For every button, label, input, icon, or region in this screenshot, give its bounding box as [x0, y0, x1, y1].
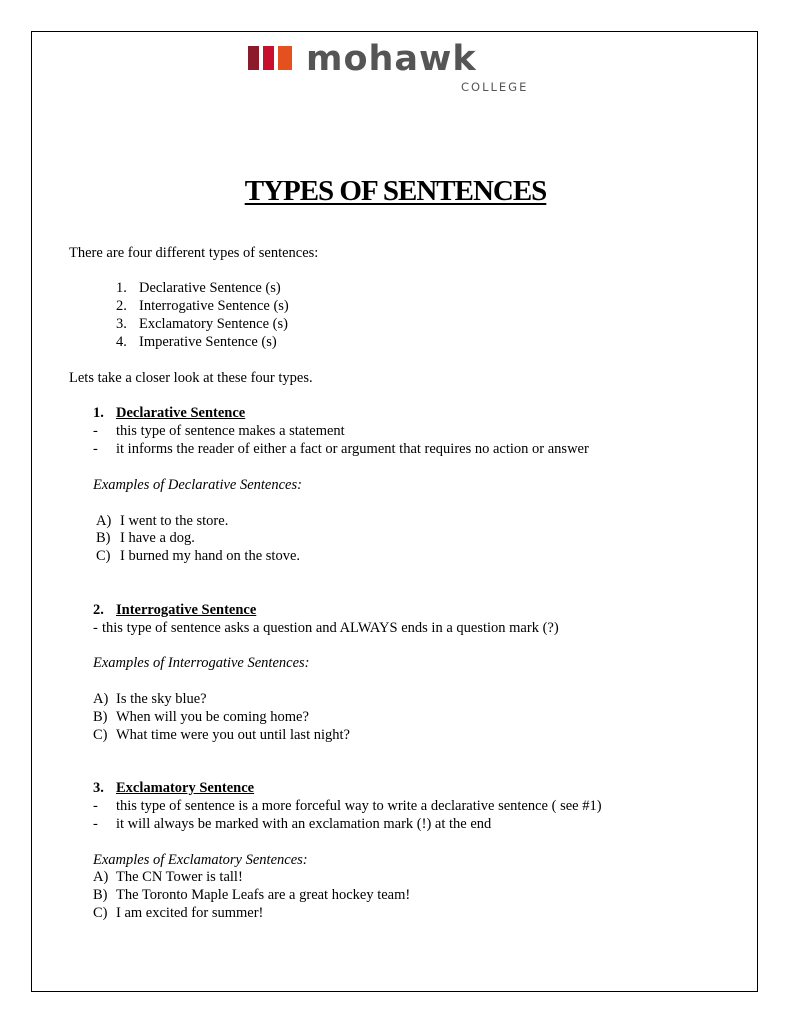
logo-subtitle: COLLEGE	[461, 80, 529, 94]
section-number: 1.	[93, 405, 104, 421]
list-item-number: 4.	[116, 334, 127, 350]
examples-label: Examples of Interrogative Sentences:	[93, 655, 310, 671]
logo-bar-2	[263, 46, 274, 70]
section-number: 3.	[93, 780, 104, 796]
bullet-text: this type of sentence asks a question and ALWAYS ends in a question mark (?)	[102, 620, 559, 636]
example-marker: C)	[96, 548, 111, 564]
list-item-number: 2.	[116, 298, 127, 314]
bullet-marker: -	[93, 620, 98, 636]
bullet-text: it will always be marked with an exclamation mark (!) at the end	[116, 816, 492, 832]
example-marker: B)	[93, 709, 108, 725]
logo-bar-3	[278, 46, 292, 70]
example-text: I am excited for summer!	[116, 905, 264, 921]
example-text: I went to the store.	[120, 513, 229, 529]
list-item: Interrogative Sentence (s)	[139, 298, 289, 314]
logo-wordmark: mohawk	[306, 39, 477, 79]
example-text: The CN Tower is tall!	[116, 869, 243, 885]
example-marker: A)	[93, 691, 109, 707]
list-item: Declarative Sentence (s)	[139, 280, 281, 296]
section-heading: Interrogative Sentence	[116, 602, 257, 618]
bullet-text: this type of sentence makes a statement	[116, 423, 345, 439]
example-text: Is the sky blue?	[116, 691, 207, 707]
example-text: I have a dog.	[120, 530, 195, 546]
intro-text: There are four different types of sentences:	[69, 245, 319, 261]
bullet-marker: -	[93, 798, 98, 814]
example-text: I burned my hand on the stove.	[120, 548, 301, 564]
bullet-marker: -	[93, 441, 98, 457]
example-marker: A)	[93, 869, 109, 885]
bullet-marker: -	[93, 816, 98, 832]
list-item: Exclamatory Sentence (s)	[139, 316, 288, 332]
example-marker: C)	[93, 905, 108, 921]
section-number: 2.	[93, 602, 104, 618]
list-item-number: 1.	[116, 280, 127, 296]
list-item-number: 3.	[116, 316, 127, 332]
section-heading: Declarative Sentence	[116, 405, 246, 421]
example-text: When will you be coming home?	[116, 709, 309, 725]
example-marker: B)	[96, 530, 111, 546]
example-marker: A)	[96, 513, 112, 529]
closer-look-text: Lets take a closer look at these four types.	[69, 370, 313, 386]
list-item: Imperative Sentence (s)	[139, 334, 277, 350]
examples-label: Examples of Declarative Sentences:	[93, 477, 302, 493]
bullet-marker: -	[93, 423, 98, 439]
example-text: What time were you out until last night?	[116, 727, 350, 743]
logo-bar-1	[248, 46, 259, 70]
bullet-text: it informs the reader of either a fact or argument that requires no action or answer	[116, 441, 589, 457]
example-marker: C)	[93, 727, 108, 743]
bullet-text: this type of sentence is a more forceful way to write a declarative sentence ( see #1)	[116, 798, 602, 814]
section-heading: Exclamatory Sentence	[116, 780, 255, 796]
example-marker: B)	[93, 887, 108, 903]
example-text: The Toronto Maple Leafs are a great hockey team!	[116, 887, 411, 903]
page-title: TYPES OF SENTENCES	[244, 175, 547, 207]
examples-label: Examples of Exclamatory Sentences:	[93, 852, 308, 868]
